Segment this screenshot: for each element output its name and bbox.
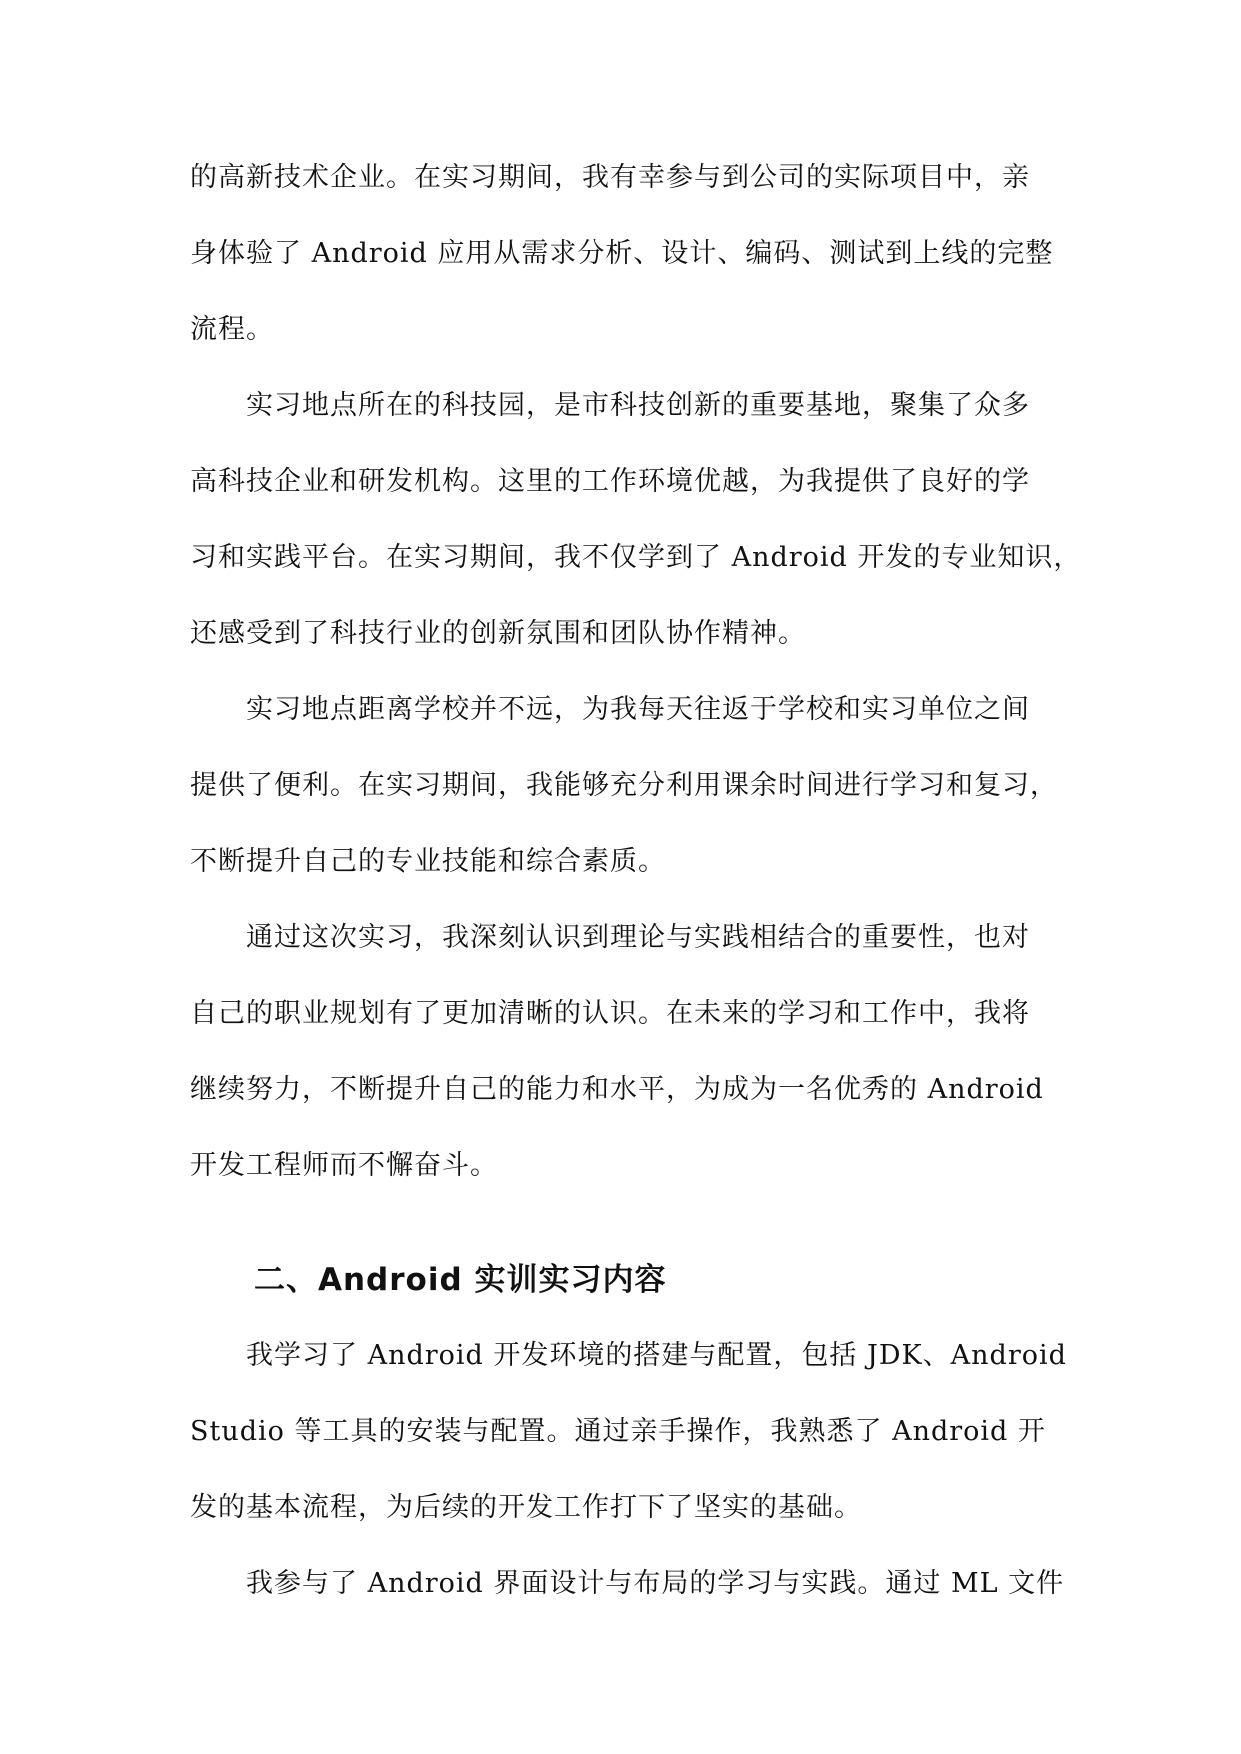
paragraph-environment-setup [190, 1318, 1067, 1546]
text-line: 的高新技术企业。在实习期间，我有幸参与到公司的实际项目中，亲 [190, 162, 1030, 193]
text-line: 我学习了 Android 开发环境的搭建与配置，包括 JDK、Android [246, 1340, 1067, 1371]
text-line: 继续努力，不断提升自己的能力和水平，为成为一名优秀的 Android [190, 1074, 1044, 1105]
text-line: 流程。 [190, 314, 274, 345]
text-line: 提供了便利。在实习期间，我能够充分利用课余时间进行学习和复习， [190, 770, 1058, 801]
text-line: 习和实践平台。在实习期间，我不仅学到了 Android 开发的专业知识， [190, 542, 1082, 573]
text-line: Studio 等工具的安装与配置。通过亲手操作，我熟悉了 Android 开 [190, 1416, 1046, 1447]
text-line: 通过这次实习，我深刻认识到理论与实践相结合的重要性，也对 [246, 922, 1030, 953]
text-line: 实习地点所在的科技园，是市科技创新的重要基地，聚集了众多 [246, 390, 1030, 421]
paragraph-reflection [190, 900, 1056, 1204]
text-line: 自己的职业规划有了更加清晰的认识。在未来的学习和工作中，我将 [190, 998, 1030, 1029]
paragraph-science-park [190, 368, 1082, 672]
section-heading: 二、Android 实训实习内容 [254, 1262, 667, 1298]
text-line: 实习地点距离学校并不远，为我每天往返于学校和实习单位之间 [246, 694, 1030, 725]
document-body [190, 140, 1082, 1622]
paragraph-ui-design [190, 1546, 1065, 1622]
text-line: 高科技企业和研发机构。这里的工作环境优越，为我提供了良好的学 [190, 466, 1030, 497]
text-line: 发的基本流程，为后续的开发工作打下了坚实的基础。 [190, 1492, 862, 1523]
text-line: 我参与了 Android 界面设计与布局的学习与实践。通过 ML 文件 [246, 1568, 1065, 1599]
text-line: 开发工程师而不懈奋斗。 [190, 1150, 498, 1181]
paragraph-location [190, 672, 1056, 900]
text-line: 身体验了 Android 应用从需求分析、设计、编码、测试到上线的完整 [190, 238, 1054, 269]
paragraph-continuation [190, 140, 1056, 368]
text-line: 不断提升自己的专业技能和综合素质。 [190, 846, 666, 877]
text-line: 还感受到了科技行业的创新氛围和团队协作精神。 [190, 618, 806, 649]
